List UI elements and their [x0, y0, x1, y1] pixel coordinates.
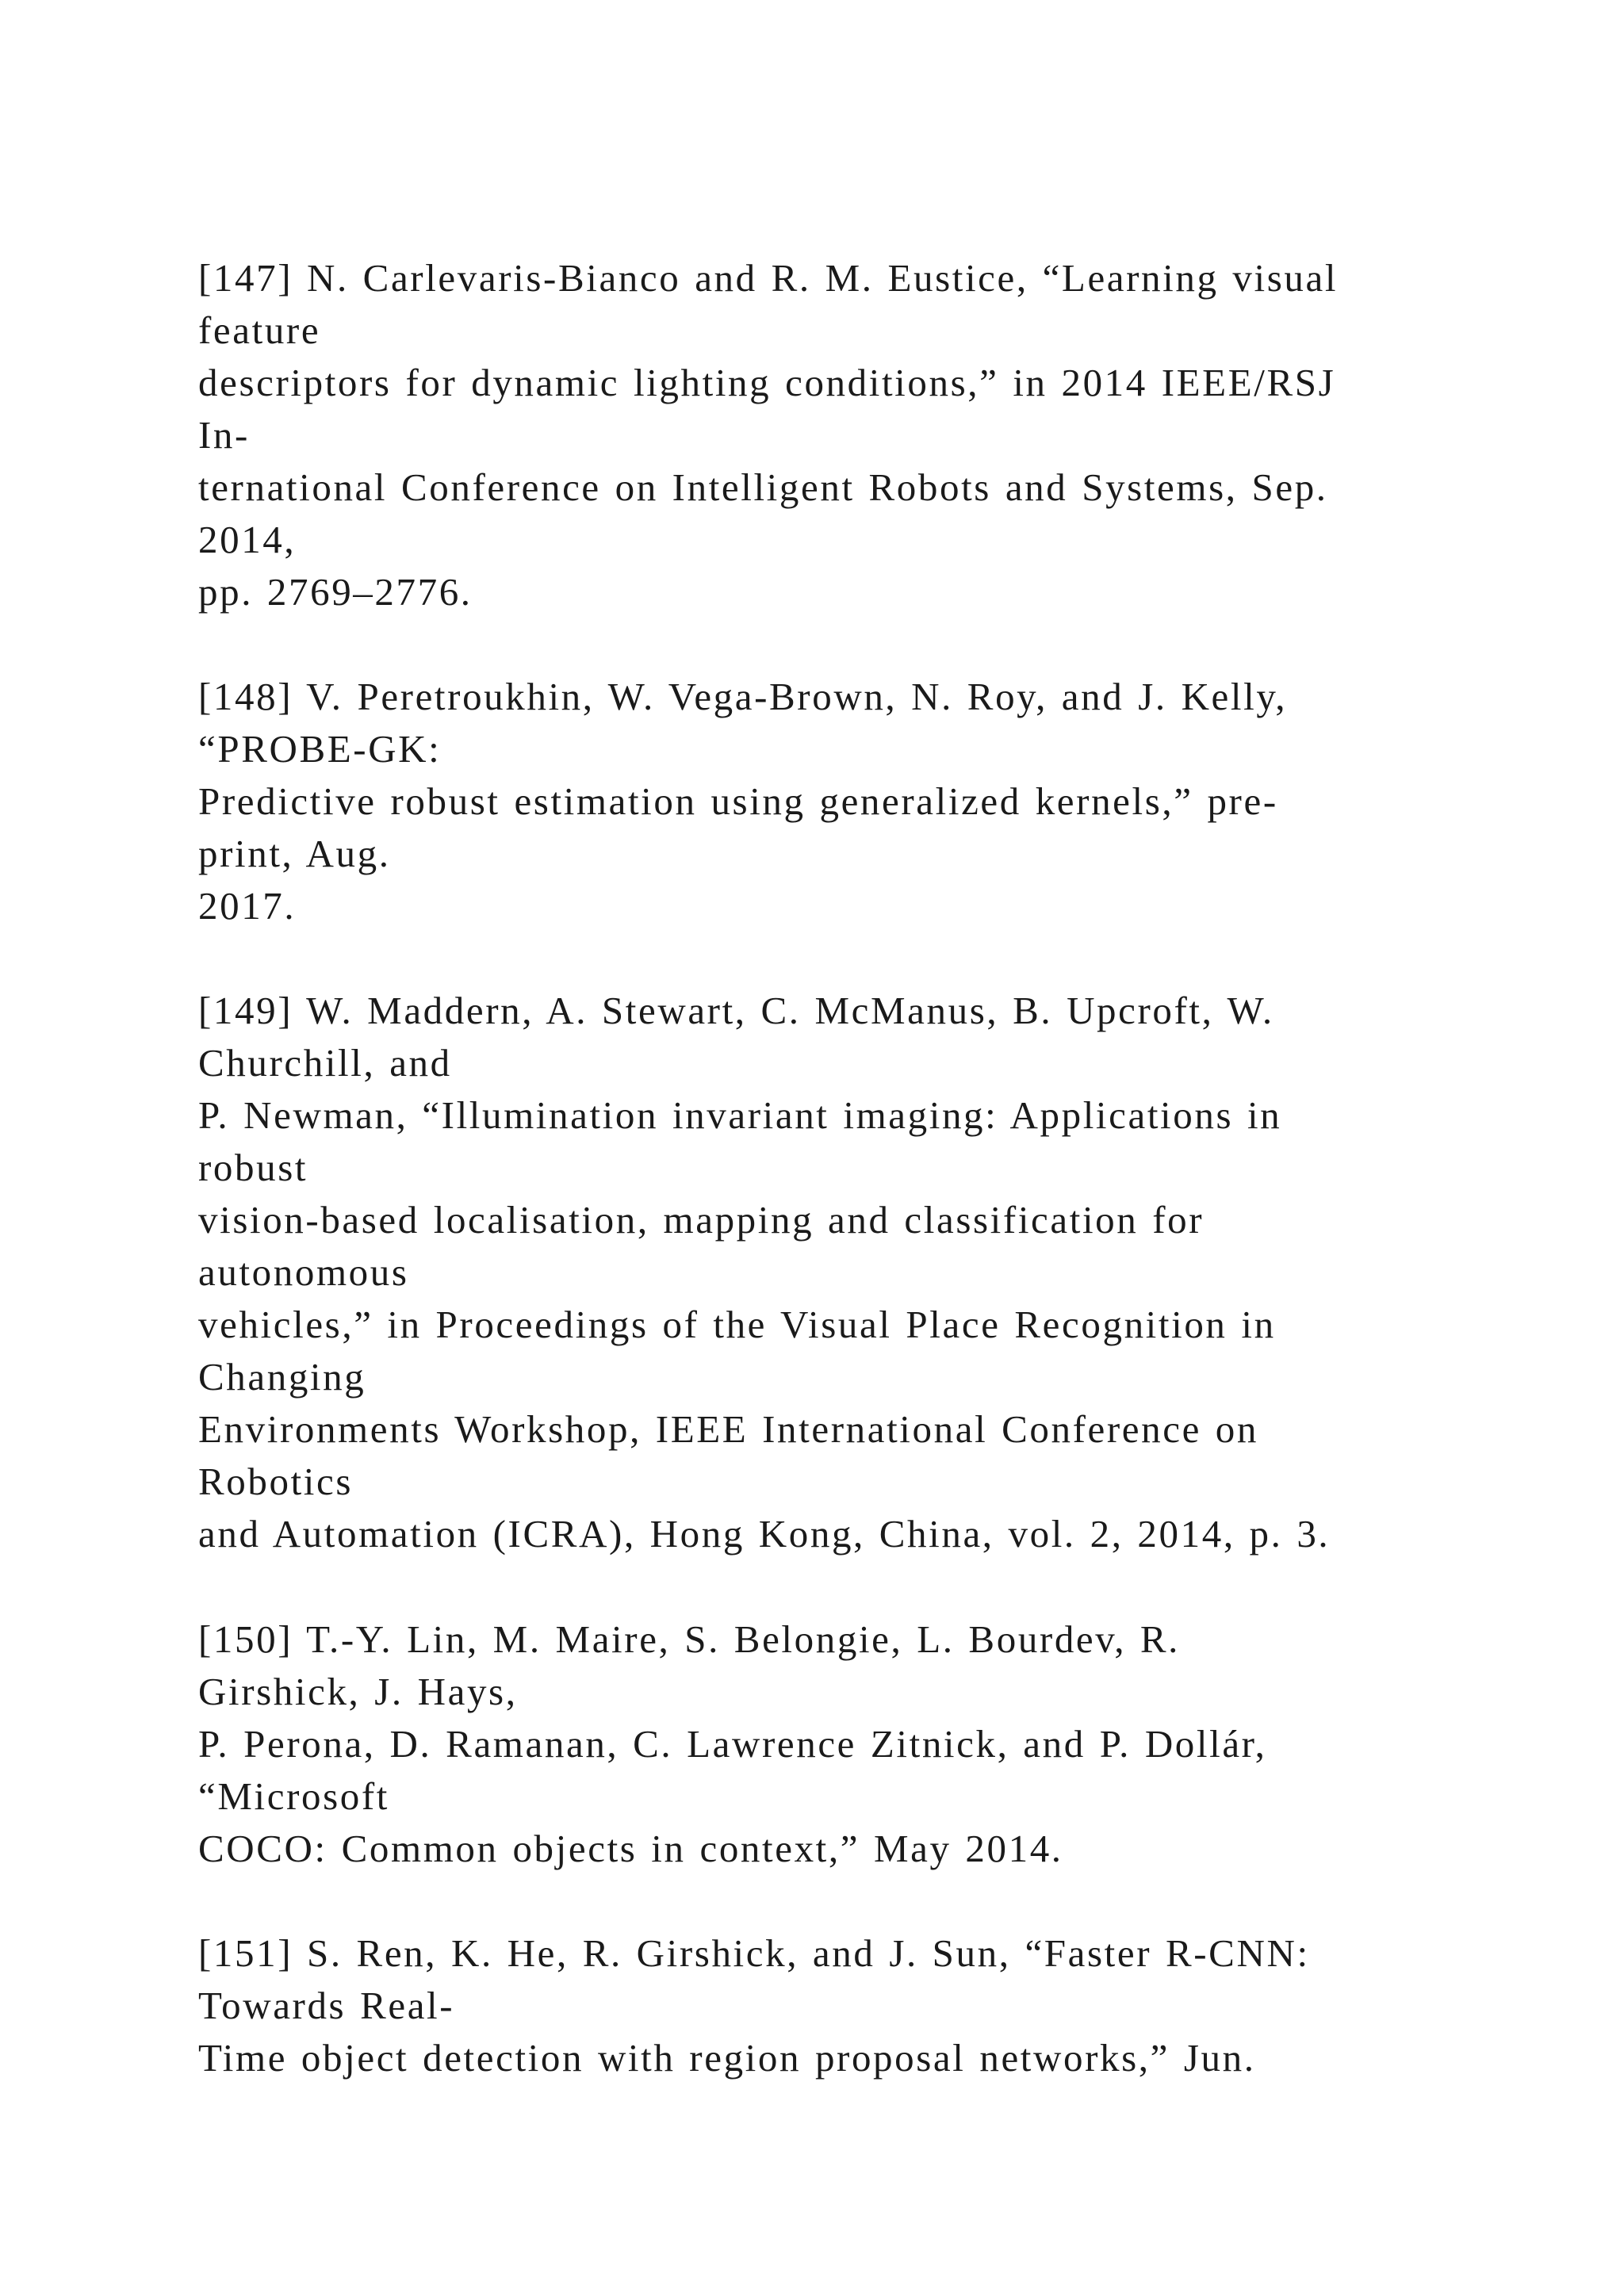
reference-line: In-	[198, 413, 250, 457]
reference-line: “Microsoft	[198, 1774, 389, 1818]
reference-line: [149] W. Maddern, A. Stewart, C. McManus, B. Upcroft, W.	[198, 989, 1274, 1032]
reference-line: descriptors for dynamic lighting conditions,” in 2014 IEEE/RSJ	[198, 361, 1336, 404]
reference-line: Time object detection with region proposal networks,” Jun.	[198, 2036, 1256, 2080]
reference-line: Changing	[198, 1355, 366, 1399]
reference-line: Predictive robust estimation using generalized kernels,” pre-	[198, 779, 1278, 823]
reference-147	[198, 252, 1546, 618]
reference-148	[198, 671, 1546, 932]
reference-line: [151] S. Ren, K. He, R. Girshick, and J. Sun, “Faster R-CNN:	[198, 1931, 1310, 1975]
reference-line: autonomous	[198, 1250, 409, 1294]
reference-151	[198, 1927, 1546, 2084]
reference-line: [148] V. Peretroukhin, W. Vega-Brown, N. Roy, and J. Kelly,	[198, 675, 1288, 718]
reference-line: pp. 2769–2776.	[198, 570, 473, 614]
reference-line: feature	[198, 308, 321, 352]
reference-line: Environments Workshop, IEEE International Conference on	[198, 1407, 1258, 1451]
reference-line: ternational Conference on Intelligent Robots and Systems, Sep.	[198, 465, 1328, 509]
reference-149	[198, 985, 1546, 1560]
reference-line: 2017.	[198, 884, 297, 928]
reference-line: Towards Real-	[198, 1984, 455, 2027]
reference-line: Robotics	[198, 1460, 354, 1503]
reference-line: and Automation (ICRA), Hong Kong, China, vol. 2, 2014, p. 3.	[198, 1512, 1331, 1556]
reference-line: P. Perona, D. Ramanan, C. Lawrence Zitnick, and P. Dollár,	[198, 1722, 1267, 1766]
reference-line: [147] N. Carlevaris-Bianco and R. M. Eustice, “Learning visual	[198, 256, 1339, 300]
reference-150	[198, 1613, 1546, 1875]
reference-line: P. Newman, “Illumination invariant imaging: Applications in	[198, 1093, 1282, 1137]
reference-line: vision-based localisation, mapping and classification for	[198, 1198, 1205, 1242]
reference-line: “PROBE-GK:	[198, 727, 442, 771]
reference-line: COCO: Common objects in context,” May 2014.	[198, 1827, 1063, 1870]
reference-line: [150] T.-Y. Lin, M. Maire, S. Belongie, L. Bourdev, R.	[198, 1617, 1181, 1661]
reference-line: Churchill, and	[198, 1041, 452, 1085]
reference-line: 2014,	[198, 518, 297, 561]
reference-line: Girshick, J. Hays,	[198, 1670, 518, 1713]
reference-line: vehicles,” in Proceedings of the Visual Place Recognition in	[198, 1303, 1276, 1346]
reference-line: robust	[198, 1146, 308, 1189]
reference-line: print, Aug.	[198, 832, 391, 875]
